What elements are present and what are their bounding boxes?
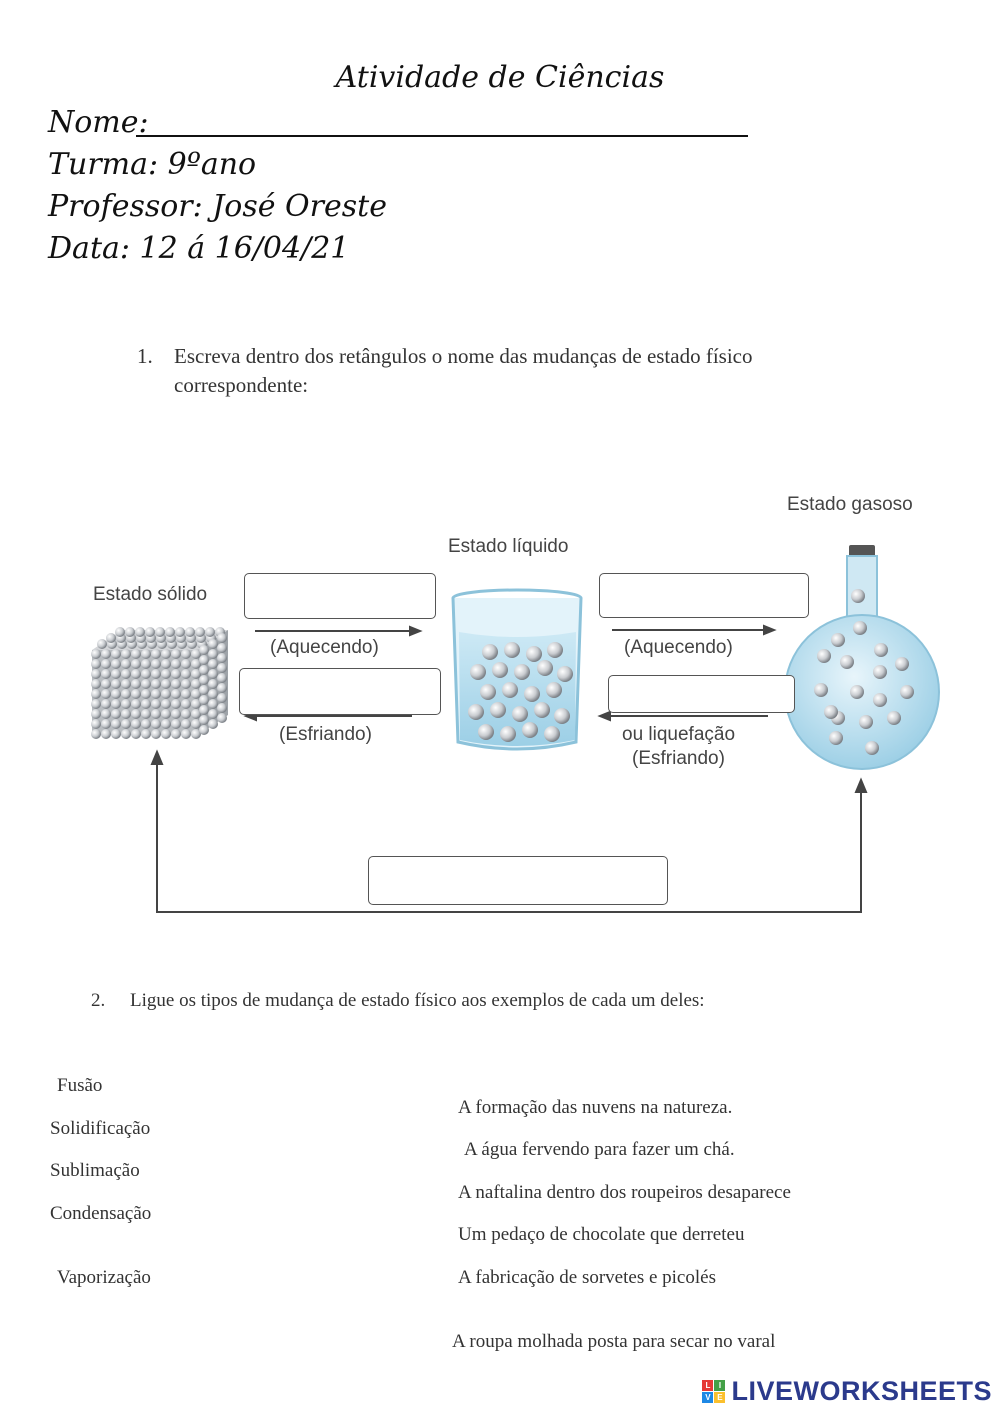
solid-particle xyxy=(141,669,151,679)
solid-particle xyxy=(91,689,101,699)
solid-particle xyxy=(131,649,141,659)
solid-particle xyxy=(121,649,131,659)
solid-particle xyxy=(199,705,209,715)
name-label: Nome: xyxy=(48,105,149,140)
gas-particle xyxy=(853,621,867,635)
date-line: Data: 12 á 16/04/21 xyxy=(48,231,350,266)
logo-letter-l: L xyxy=(702,1380,713,1391)
liquid-particle xyxy=(478,724,494,740)
solid-particle xyxy=(131,669,141,679)
solid-particle xyxy=(131,699,141,709)
cooling-label-1: (Esfriando) xyxy=(279,724,372,745)
solid-particle xyxy=(121,679,131,689)
solid-particle xyxy=(131,719,141,729)
gas-particle xyxy=(814,683,828,697)
solid-particle xyxy=(217,653,227,663)
example-mothballs[interactable]: A naftalina dentro dos roupeiros desaparece xyxy=(458,1182,791,1203)
liquid-particle xyxy=(522,722,538,738)
solid-particle xyxy=(151,649,161,659)
type-solidification[interactable]: Solidificação xyxy=(50,1118,151,1139)
solid-particle xyxy=(97,639,107,649)
answer-box-condensation[interactable] xyxy=(608,675,795,713)
solid-particle xyxy=(208,639,218,649)
gas-particle xyxy=(831,633,845,647)
answer-box-solidification[interactable] xyxy=(239,668,441,715)
solid-particle xyxy=(161,719,171,729)
liquid-particle xyxy=(470,664,486,680)
liquid-particle xyxy=(546,682,562,698)
liveworksheets-watermark xyxy=(702,1376,992,1407)
solid-particle xyxy=(185,627,195,637)
liquid-particle xyxy=(547,642,563,658)
solid-particle xyxy=(141,679,151,689)
solid-particle xyxy=(101,679,111,689)
solid-particle xyxy=(111,649,121,659)
gas-particle xyxy=(873,693,887,707)
gas-particle xyxy=(895,657,909,671)
answer-box-sublimation[interactable] xyxy=(368,856,668,905)
solid-particle xyxy=(205,627,215,637)
solid-particle xyxy=(141,659,151,669)
heating-label-2: (Aquecendo) xyxy=(624,637,733,658)
liquid-particle xyxy=(514,664,530,680)
solid-particle xyxy=(111,719,121,729)
solid-particle xyxy=(151,699,161,709)
question1-number: 1. xyxy=(137,344,153,368)
solid-particle xyxy=(111,699,121,709)
solid-particle xyxy=(101,669,111,679)
solid-particle xyxy=(181,659,191,669)
solid-particle xyxy=(171,659,181,669)
gas-particle xyxy=(865,741,879,755)
solid-particle xyxy=(208,679,218,689)
solid-particle xyxy=(208,669,218,679)
solid-particle xyxy=(91,729,101,739)
solid-particle xyxy=(101,689,111,699)
solid-particle xyxy=(161,699,171,709)
solid-particle xyxy=(217,683,227,693)
solid-particle xyxy=(171,699,181,709)
solid-particle xyxy=(106,633,116,643)
solid-particle xyxy=(161,679,171,689)
solid-particle xyxy=(121,709,131,719)
solid-particle xyxy=(151,729,161,739)
gas-particle xyxy=(817,649,831,663)
liquid-particle xyxy=(490,702,506,718)
liquid-particle xyxy=(480,684,496,700)
solid-particle xyxy=(208,699,218,709)
solid-particle xyxy=(161,649,171,659)
solid-particle xyxy=(151,679,161,689)
solid-particle xyxy=(217,703,227,713)
solid-particle xyxy=(111,729,121,739)
solid-particle xyxy=(199,655,209,665)
worksheet-title: Atividade de Ciências xyxy=(335,60,665,95)
solid-particle xyxy=(165,627,175,637)
solid-particle xyxy=(155,627,165,637)
solid-particle xyxy=(91,679,101,689)
gas-particle xyxy=(859,715,873,729)
solid-particle xyxy=(199,685,209,695)
solid-particle xyxy=(161,669,171,679)
solid-state-label: Estado sólido xyxy=(93,584,208,605)
teacher-line: Professor: José Oreste xyxy=(48,189,387,224)
solid-particle xyxy=(101,709,111,719)
solid-particle xyxy=(171,669,181,679)
gas-particle xyxy=(850,685,864,699)
solid-cube-image xyxy=(91,627,228,739)
solid-particle xyxy=(141,689,151,699)
solid-particle xyxy=(217,693,227,703)
solid-particle xyxy=(171,729,181,739)
solid-particle xyxy=(101,649,111,659)
solid-particle xyxy=(199,695,209,705)
liquid-particle xyxy=(534,702,550,718)
liquid-particle xyxy=(557,666,573,682)
solid-particle xyxy=(91,669,101,679)
solid-particle xyxy=(151,669,161,679)
solid-particle xyxy=(171,689,181,699)
solid-particle xyxy=(208,649,218,659)
gas-particle xyxy=(829,731,843,745)
solid-particle xyxy=(101,729,111,739)
cooling-label-2: (Esfriando) xyxy=(632,748,725,769)
gas-particle xyxy=(840,655,854,669)
logo-letter-e: E xyxy=(714,1392,725,1403)
solid-particle xyxy=(161,689,171,699)
solid-particle xyxy=(141,709,151,719)
solid-particle xyxy=(217,663,227,673)
solid-particle xyxy=(161,709,171,719)
answer-box-vaporization[interactable] xyxy=(599,573,809,618)
liveworksheets-text: LIVEWORKSHEETS xyxy=(731,1376,992,1406)
solid-particle xyxy=(175,627,185,637)
solid-particle xyxy=(141,699,151,709)
solid-particle xyxy=(111,709,121,719)
solid-particle xyxy=(151,719,161,729)
solid-particle xyxy=(199,675,209,685)
gas-particle xyxy=(887,711,901,725)
type-condensation[interactable]: Condensação xyxy=(50,1203,152,1224)
type-sublimation[interactable]: Sublimação xyxy=(50,1160,140,1181)
solid-particle xyxy=(131,729,141,739)
liquefaction-note: ou liquefação xyxy=(622,724,736,745)
solid-particle xyxy=(131,689,141,699)
solid-particle xyxy=(171,719,181,729)
solid-particle xyxy=(111,669,121,679)
solid-particle xyxy=(121,719,131,729)
solid-particle xyxy=(181,709,191,719)
solid-particle xyxy=(217,643,227,653)
gas-state-label: Estado gasoso xyxy=(787,494,913,515)
solid-particle xyxy=(131,659,141,669)
solid-particle xyxy=(111,679,121,689)
example-chocolate[interactable]: Um pedaço de chocolate que derreteu xyxy=(458,1224,745,1245)
question1-text-line1: Escreva dentro dos retângulos o nome das mudanças de estado físico xyxy=(174,344,753,368)
beaker-image xyxy=(453,590,581,749)
liquid-particle xyxy=(526,646,542,662)
liquid-particle xyxy=(502,682,518,698)
type-fusion[interactable]: Fusão xyxy=(57,1075,103,1096)
solid-particle xyxy=(151,709,161,719)
solid-particle xyxy=(125,627,135,637)
solid-particle xyxy=(181,729,191,739)
liquid-particle xyxy=(468,704,484,720)
solid-particle xyxy=(121,729,131,739)
solid-particle xyxy=(111,689,121,699)
solid-particle xyxy=(199,725,209,735)
gas-particle xyxy=(874,643,888,657)
solid-particle xyxy=(91,649,101,659)
solid-particle xyxy=(208,709,218,719)
liquid-state-label: Estado líquido xyxy=(448,536,569,557)
gas-particle xyxy=(900,685,914,699)
solid-particle xyxy=(171,679,181,689)
liquid-particle xyxy=(492,662,508,678)
solid-particle xyxy=(115,627,125,637)
solid-particle xyxy=(141,719,151,729)
solid-particle xyxy=(121,659,131,669)
solid-particle xyxy=(111,659,121,669)
solid-particle xyxy=(217,713,227,723)
liquid-particle xyxy=(524,686,540,702)
solid-particle xyxy=(101,699,111,709)
answer-box-fusion[interactable] xyxy=(244,573,436,619)
solid-particle xyxy=(121,689,131,699)
solid-particle xyxy=(171,649,181,659)
solid-particle xyxy=(131,679,141,689)
solid-particle xyxy=(208,689,218,699)
solid-particle xyxy=(121,699,131,709)
liquid-particle xyxy=(544,726,560,742)
example-boiling-water[interactable]: A água fervendo para fazer um chá. xyxy=(464,1139,735,1160)
solid-particle xyxy=(161,659,171,669)
solid-particle xyxy=(151,689,161,699)
liquid-particle xyxy=(554,708,570,724)
gas-particle xyxy=(873,665,887,679)
example-clouds[interactable]: A formação das nuvens na natureza. xyxy=(458,1097,733,1118)
solid-particle xyxy=(91,699,101,709)
solid-particle xyxy=(151,659,161,669)
solid-particle xyxy=(217,673,227,683)
liquid-particle xyxy=(512,706,528,722)
logo-letter-v: V xyxy=(702,1392,713,1403)
logo-letter-i: I xyxy=(714,1380,725,1391)
solid-particle xyxy=(141,649,151,659)
solid-particle xyxy=(208,719,218,729)
example-wet-clothes[interactable]: A roupa molhada posta para secar no varal xyxy=(452,1331,776,1352)
solid-particle xyxy=(121,669,131,679)
solid-particle xyxy=(181,719,191,729)
solid-particle xyxy=(217,633,227,643)
liquid-particle xyxy=(504,642,520,658)
solid-particle xyxy=(141,729,151,739)
solid-particle xyxy=(195,627,205,637)
solid-particle xyxy=(208,659,218,669)
gas-particle xyxy=(824,705,838,719)
solid-particle xyxy=(91,709,101,719)
solid-particle xyxy=(181,669,191,679)
liquid-particle xyxy=(482,644,498,660)
type-vaporization[interactable]: Vaporização xyxy=(57,1267,151,1288)
class-line: Turma: 9ºano xyxy=(48,147,257,182)
example-ice-cream[interactable]: A fabricação de sorvetes e picolés xyxy=(458,1267,716,1288)
solid-particle xyxy=(199,665,209,675)
question2-number: 2. xyxy=(91,990,106,1011)
solid-particle xyxy=(91,659,101,669)
liveworksheets-logo-icon xyxy=(702,1380,725,1403)
solid-particle xyxy=(181,649,191,659)
solid-particle xyxy=(131,709,141,719)
solid-particle xyxy=(181,679,191,689)
solid-particle xyxy=(181,699,191,709)
gas-particle xyxy=(851,589,865,603)
solid-particle xyxy=(145,627,155,637)
heating-label-1: (Aquecendo) xyxy=(270,637,379,658)
solid-particle xyxy=(171,709,181,719)
solid-particle xyxy=(161,729,171,739)
solid-particle xyxy=(181,689,191,699)
question1-text-line2: correspondente: xyxy=(174,373,309,397)
solid-particle xyxy=(135,627,145,637)
solid-particle xyxy=(199,715,209,725)
solid-particle xyxy=(101,719,111,729)
liquid-particle xyxy=(500,726,516,742)
question2-text: Ligue os tipos de mudança de estado físico aos exemplos de cada um deles: xyxy=(130,990,705,1011)
liquid-particle xyxy=(537,660,553,676)
solid-particle xyxy=(199,645,209,655)
solid-particle xyxy=(101,659,111,669)
solid-particle xyxy=(91,719,101,729)
